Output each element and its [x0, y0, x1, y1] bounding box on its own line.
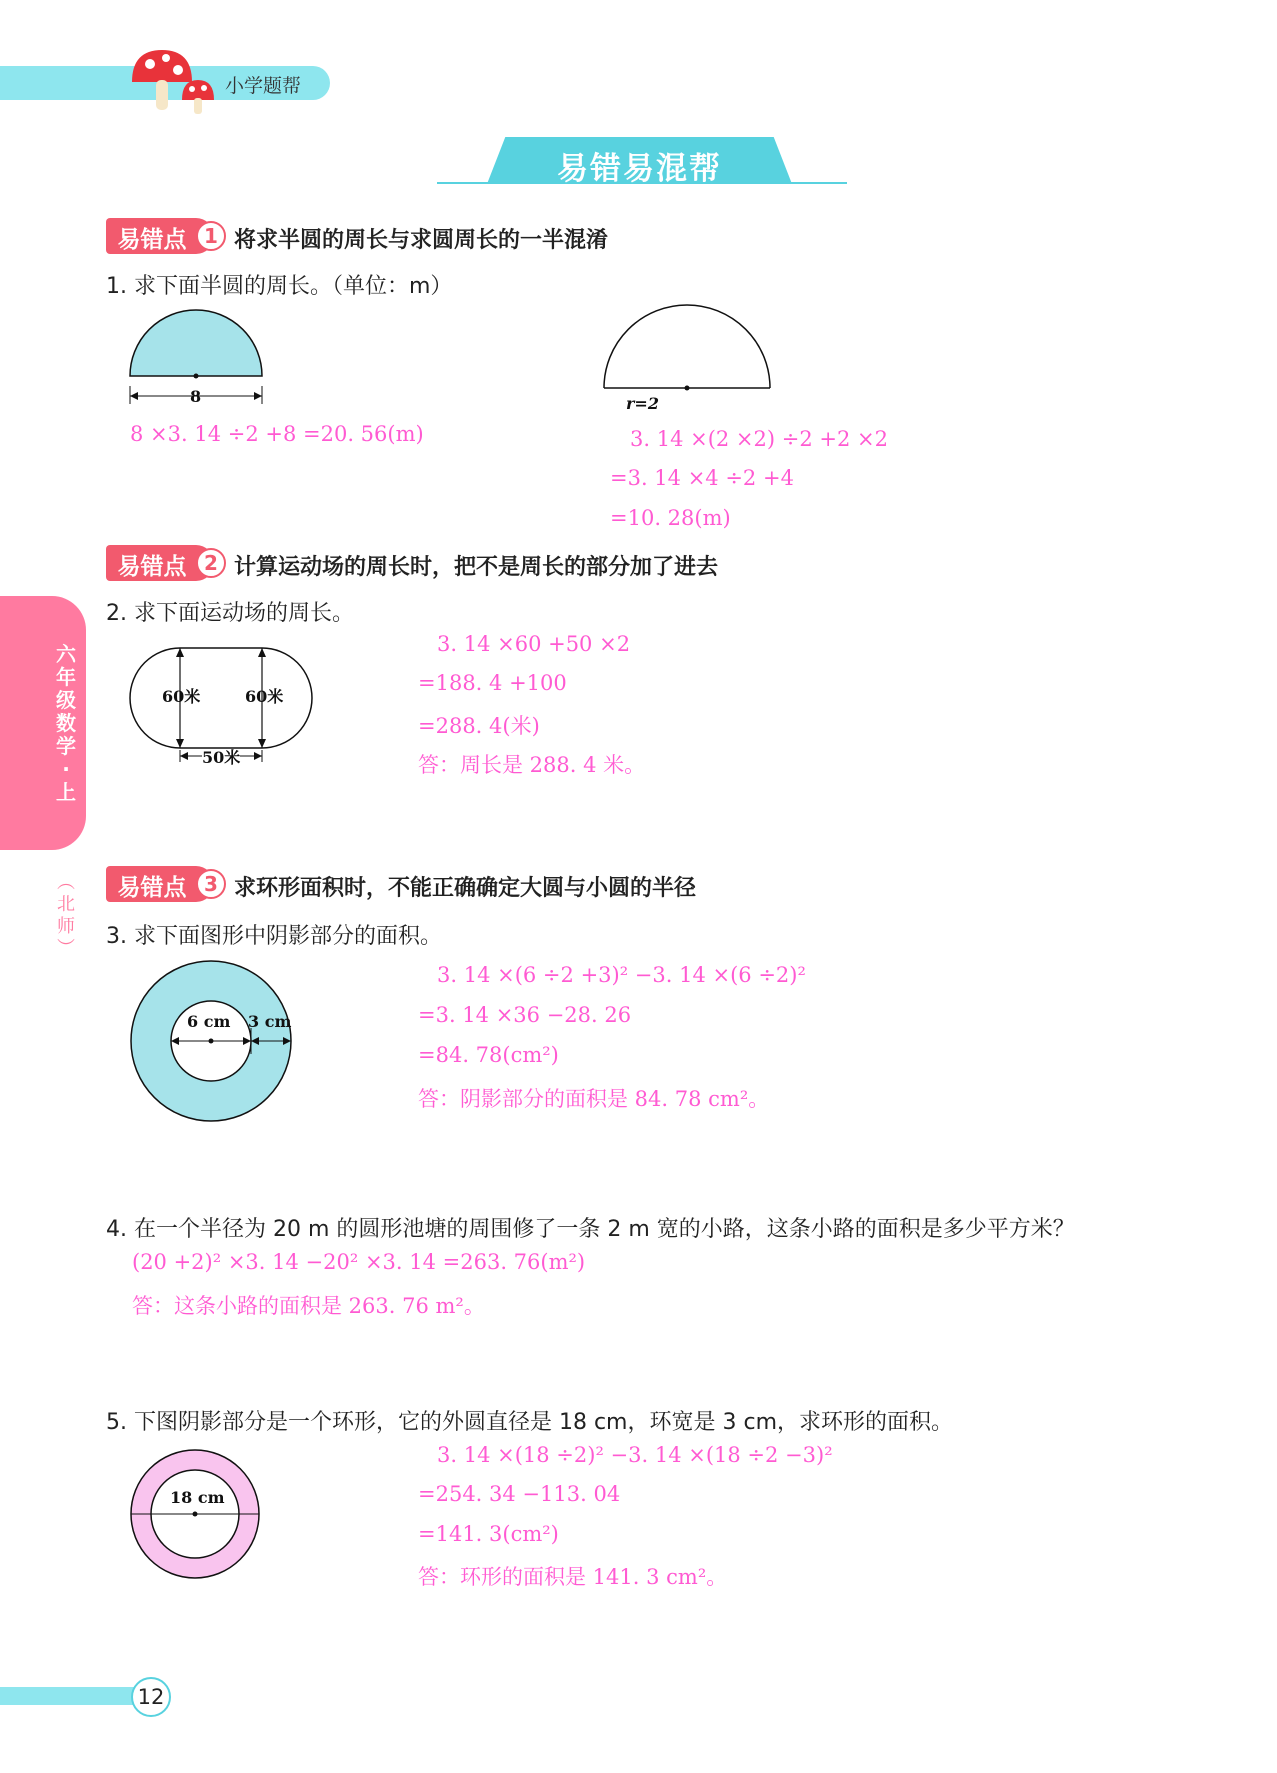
answer-2-line3: =288. 4(米)	[418, 714, 540, 738]
badge-number: 3	[196, 869, 226, 899]
answer-2-conclusion: 答：周长是 288. 4 米。	[418, 753, 646, 777]
brand-label: 小学题帮	[225, 75, 302, 97]
edition-label: ︵ 北 师 ︶	[57, 872, 75, 959]
badge-number: 1	[196, 221, 226, 251]
question-1: 1. 求下面半圆的周长。（单位：m）	[106, 274, 453, 299]
answer-3-line1: 3. 14 ×(6 ÷2 +3)² −3. 14 ×(6 ÷2)²	[437, 963, 806, 987]
question-5: 5. 下图阴影部分是一个环形，它的外圆直径是 18 cm，环宽是 3 cm，求环形的面积。	[106, 1410, 954, 1435]
outer-diameter-label: 18 cm	[170, 1488, 225, 1507]
diameter-label: 8	[190, 387, 202, 406]
footer-band	[0, 1687, 140, 1705]
answer-3-line3: =84. 78(cm²)	[418, 1043, 559, 1067]
question-2: 2. 求下面运动场的周长。	[106, 601, 354, 626]
track-left-label: 60米	[162, 687, 201, 706]
answer-1a: 8 ×3. 14 ÷2 +8 =20. 56(m)	[130, 422, 424, 446]
mushroom-icon	[124, 44, 224, 116]
badge-number: 2	[196, 548, 226, 578]
answer-1b-line1: 3. 14 ×(2 ×2) ÷2 +2 ×2	[630, 427, 888, 451]
question-4: 4. 在一个半径为 20 m 的圆形池塘的周围修了一条 2 m 宽的小路，这条小路的面积是多少平方米？	[106, 1217, 1075, 1242]
answer-1b-line2: =3. 14 ×4 ÷2 +4	[610, 466, 794, 490]
page-number: 12	[131, 1677, 171, 1717]
badge-label: 易错点	[117, 227, 187, 253]
error-description: 将求半圆的周长与求圆周长的一半混淆	[234, 228, 609, 253]
answer-1b-line3: =10. 28(m)	[610, 506, 731, 530]
ring-figure-5	[128, 1447, 264, 1583]
track-bottom-label: 50米	[202, 748, 241, 767]
answer-5-line3: =141. 3(cm²)	[418, 1522, 559, 1546]
error-description: 计算运动场的周长时，把不是周长的部分加了进去	[234, 555, 719, 580]
inner-diameter-label: 6 cm	[187, 1012, 231, 1031]
question-3: 3. 求下面图形中阴影部分的面积。	[106, 924, 442, 949]
ring-width-label: 3 cm	[248, 1012, 292, 1031]
page-title: 易错易混帮	[557, 151, 722, 187]
badge-label: 易错点	[117, 875, 187, 901]
answer-3-conclusion: 答：阴影部分的面积是 84. 78 cm²。	[418, 1087, 770, 1111]
answer-4-conclusion: 答：这条小路的面积是 263. 76 m²。	[132, 1294, 485, 1318]
error-description: 求环形面积时，不能正确确定大圆与小圆的半径	[234, 876, 697, 901]
radius-label: r=2	[626, 394, 659, 413]
answer-3-line2: =3. 14 ×36 −28. 26	[418, 1003, 632, 1027]
answer-5-conclusion: 答：环形的面积是 141. 3 cm²。	[418, 1565, 728, 1589]
answer-2-line2: =188. 4 +100	[418, 671, 567, 695]
answer-4-line1: (20 +2)² ×3. 14 −20² ×3. 14 =263. 76(m²)	[132, 1250, 586, 1274]
ring-figure-3	[128, 958, 298, 1128]
grade-label: 六 年 级 数 学 · 上	[56, 642, 76, 804]
badge-label: 易错点	[117, 554, 187, 580]
semicircle-figure-b	[596, 300, 776, 400]
answer-5-line2: =254. 34 −113. 04	[418, 1482, 621, 1506]
answer-2-line1: 3. 14 ×60 +50 ×2	[437, 632, 631, 656]
track-right-label: 60米	[245, 687, 284, 706]
answer-5-line1: 3. 14 ×(18 ÷2)² −3. 14 ×(18 ÷2 −3)²	[437, 1443, 833, 1467]
